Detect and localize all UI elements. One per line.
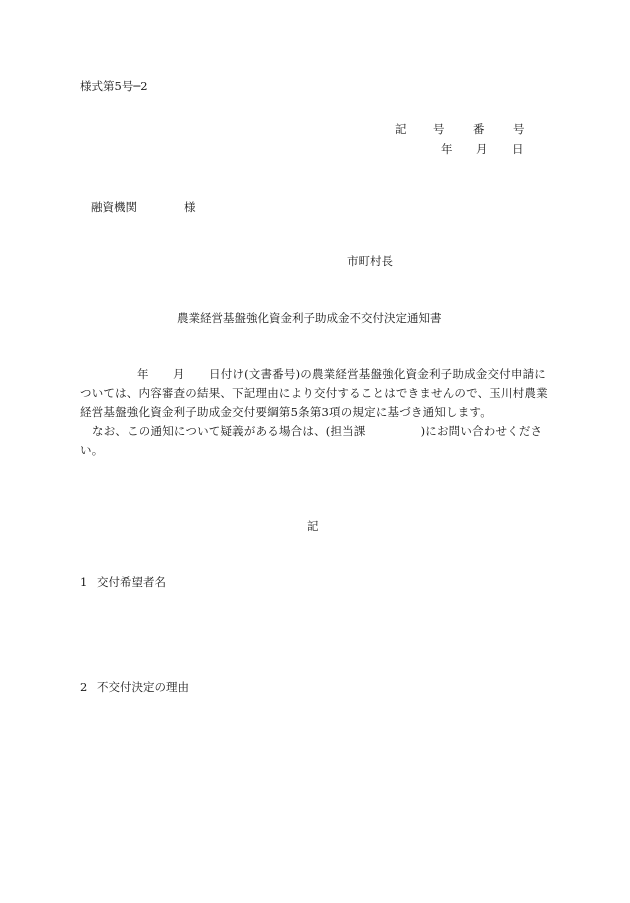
body-line: ついては、内容審査の結果、下記理由により交付することはできませんので、玉川村農業 (80, 386, 548, 400)
date-line (441, 141, 524, 157)
form-number: 様式第5号─2 (80, 79, 148, 93)
ki-heading: 記 (307, 519, 319, 533)
addressee (91, 199, 196, 215)
sender: 市町村長 (347, 254, 393, 268)
doc-number-char: 号 (513, 122, 525, 136)
body-inquiry-end: )にお問い合わせくださ (420, 424, 543, 438)
body-text (80, 365, 550, 460)
body-date-month: 月 (173, 367, 185, 381)
addressee-honorific: 様 (184, 200, 196, 214)
doc-number-char: 記 (395, 122, 407, 136)
date-year: 年 (441, 142, 453, 156)
item-1 (80, 574, 166, 590)
date-day: 日 (512, 142, 524, 156)
item-label: 不交付決定の理由 (97, 680, 189, 694)
body-date-year: 年 (137, 367, 149, 381)
body-inquiry-start: なお、この通知について疑義がある場合は、(担当課 (92, 424, 366, 438)
date-month: 月 (476, 142, 488, 156)
body-line (80, 365, 550, 384)
addressee-name: 融資機関 (91, 200, 137, 214)
body-line1-rest: 日付け(文書番号)の農業経営基盤強化資金利子助成金交付申請に (209, 367, 546, 381)
item-number: 2 (80, 680, 88, 694)
doc-number-char: 番 (473, 122, 485, 136)
item-2 (80, 679, 189, 695)
item-label: 交付希望者名 (97, 575, 166, 589)
doc-number-char: 号 (433, 122, 445, 136)
body-line: い。 (80, 443, 104, 457)
item-number: 1 (80, 575, 88, 589)
document-number-line (395, 121, 525, 137)
document-title: 農業経営基盤強化資金利子助成金不交付決定通知書 (177, 311, 442, 325)
body-line (80, 422, 550, 441)
body-line: 経営基盤強化資金利子助成金交付要綱第5条第3項の規定に基づき通知します。 (80, 405, 492, 419)
